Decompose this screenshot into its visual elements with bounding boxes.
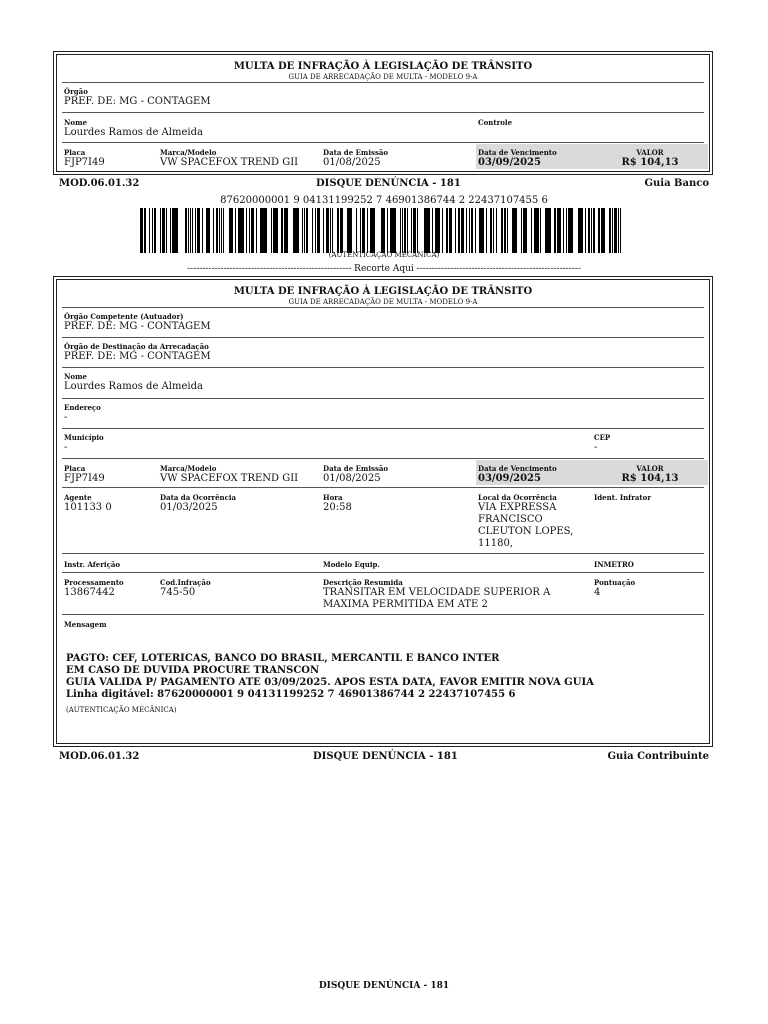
taxpayer-slip-title: MULTA DE INFRAÇÃO À LEGISLAÇÃO DE TRÂNSITO: [233, 286, 533, 297]
divider: [62, 398, 704, 399]
processamento-label: Processamento: [64, 578, 124, 587]
cut-here-line: ------------------------------------------------------ Recorte Aqui ------------------------------------------------------: [187, 264, 581, 274]
barcode-digits: 87620000001 9 04131199252 7 46901386744 2 22437107455 6: [220, 195, 548, 206]
nome-value: Lourdes Ramos de Almeida: [64, 381, 203, 392]
descricao-label: Descrição Resumida: [323, 578, 403, 587]
nome-label: Nome: [64, 372, 87, 381]
emissao-label: Data de Emissão: [323, 148, 389, 157]
guia-contribuinte-label: Guia Contribuinte: [607, 751, 709, 762]
message-line: EM CASO DE DUVIDA PROCURE TRANSCON: [66, 665, 320, 676]
orgao-destinacao-value: PREF. DE: MG - CONTAGEM: [64, 351, 211, 362]
valor-value: R$ 104,13: [621, 157, 679, 168]
municipio-value: -: [64, 442, 68, 453]
divider: [62, 614, 704, 615]
bank-slip-title: MULTA DE INFRAÇÃO À LEGISLAÇÃO DE TRÂNSITO: [233, 61, 533, 72]
marca-label: Marca/Modelo: [160, 464, 217, 473]
cep-value: -: [594, 442, 598, 453]
mensagem-label: Mensagem: [64, 620, 107, 629]
local-value: VIA EXPRESSA FRANCISCO CLEUTON LOPES, 11180,: [478, 502, 574, 549]
orgao-label: Órgão: [64, 87, 88, 96]
afericao-label: Instr. Aferição: [64, 560, 121, 569]
marca-label: Marca/Modelo: [160, 148, 217, 157]
divider: [62, 572, 704, 573]
orgao-competente-value: PREF. DE: MG - CONTAGEM: [64, 321, 211, 332]
digitable-line: Linha digitável: 87620000001 9 04131199252 7 46901386744 2 22437107455 6: [66, 689, 516, 700]
mod-code: MOD.06.01.32: [59, 751, 140, 762]
valor-label: VALOR: [636, 148, 664, 157]
valor-label: VALOR: [636, 464, 664, 473]
nome-value: Lourdes Ramos de Almeida: [64, 127, 203, 138]
valor-value: R$ 104,13: [621, 473, 679, 484]
mod-code: MOD.06.01.32: [59, 178, 140, 189]
municipio-label: Município: [64, 433, 104, 442]
ocorrencia-label: Data da Ocorrência: [160, 493, 237, 502]
bank-slip-inner: [56, 54, 710, 172]
cod-infracao-label: Cod.Infração: [160, 578, 211, 587]
orgao-competente-label: Órgão Competente (Autuador): [64, 312, 184, 321]
placa-value: FJP7I49: [64, 157, 105, 168]
divider: [62, 553, 704, 554]
taxpayer-slip-subtitle: GUIA DE ARRECADAÇÃO DE MULTA - MODELO 9-A: [288, 298, 478, 306]
cep-label: CEP: [594, 433, 611, 442]
taxpayer-slip-inner: [56, 279, 710, 744]
placa-value: FJP7I49: [64, 473, 105, 484]
inmetro-label: INMETRO: [594, 560, 634, 569]
taxpayer-slip: [53, 276, 713, 747]
disque-denuncia-bottom: DISQUE DENÚNCIA - 181: [318, 981, 450, 991]
vencimento-value: 03/09/2025: [478, 157, 541, 168]
local-label: Local da Ocorrência: [478, 493, 557, 502]
disque-denuncia: DISQUE DENÚNCIA - 181: [313, 751, 458, 762]
message-line: GUIA VALIDA P/ PAGAMENTO ATE 03/09/2025. APOS ESTA DATA, FAVOR EMITIR NOVA GUIA: [66, 677, 594, 688]
endereco-value: -: [64, 412, 68, 423]
mechanical-authentication: (AUTENTICAÇÃO MECÂNICA): [328, 251, 440, 259]
barcode: [140, 208, 626, 253]
orgao-destinacao-label: Órgão de Destinação da Arrecadação: [64, 342, 209, 351]
controle-label: Controle: [478, 118, 513, 127]
vencimento-label: Data de Vencimento: [478, 464, 557, 473]
ident-infrator-label: Ident. Infrator: [594, 493, 652, 502]
cod-infracao-value: 745-50: [160, 587, 196, 598]
divider: [62, 458, 704, 459]
processamento-value: 13867442: [64, 587, 115, 598]
vencimento-label: Data de Vencimento: [478, 148, 557, 157]
endereco-label: Endereço: [64, 403, 101, 412]
divider: [62, 367, 704, 368]
pontuacao-value: 4: [594, 587, 601, 598]
barcode-bar: [620, 208, 621, 253]
mechanical-authentication: (AUTENTICAÇÃO MECÂNICA): [66, 706, 177, 714]
agente-value: 101133 0: [64, 502, 112, 513]
message-line: PAGTO: CEF, LOTERICAS, BANCO DO BRASIL, MERCANTIL E BANCO INTER: [66, 653, 500, 664]
emissao-value: 01/08/2025: [323, 473, 381, 484]
hora-value: 20:58: [323, 502, 352, 513]
bank-slip: [53, 51, 713, 175]
disque-denuncia: DISQUE DENÚNCIA - 181: [316, 178, 461, 189]
bank-slip-subtitle: GUIA DE ARRECADAÇÃO DE MULTA - MODELO 9-A: [288, 73, 478, 81]
pontuacao-label: Pontuação: [594, 578, 636, 587]
vencimento-value: 03/09/2025: [478, 473, 541, 484]
emissao-value: 01/08/2025: [323, 157, 381, 168]
agente-label: Agente: [64, 493, 92, 502]
divider: [62, 307, 704, 308]
divider: [62, 82, 704, 83]
marca-value: VW SPACEFOX TREND GII: [160, 157, 299, 168]
placa-label: Placa: [64, 464, 86, 473]
divider: [62, 487, 704, 488]
divider: [62, 337, 704, 338]
emissao-label: Data de Emissão: [323, 464, 389, 473]
divider: [62, 142, 704, 143]
hora-label: Hora: [323, 493, 343, 502]
divider: [62, 428, 704, 429]
orgao-value: PREF. DE: MG - CONTAGEM: [64, 96, 211, 107]
ocorrencia-value: 01/03/2025: [160, 502, 218, 513]
divider: [62, 112, 704, 113]
modelo-equip-label: Modelo Equip.: [323, 560, 380, 569]
guia-banco-label: Guia Banco: [644, 178, 709, 189]
nome-label: Nome: [64, 118, 87, 127]
placa-label: Placa: [64, 148, 86, 157]
marca-value: VW SPACEFOX TREND GII: [160, 473, 299, 484]
descricao-value: TRANSITAR EM VELOCIDADE SUPERIOR A MAXIMA PERMITIDA EM ATE 2: [323, 587, 551, 610]
